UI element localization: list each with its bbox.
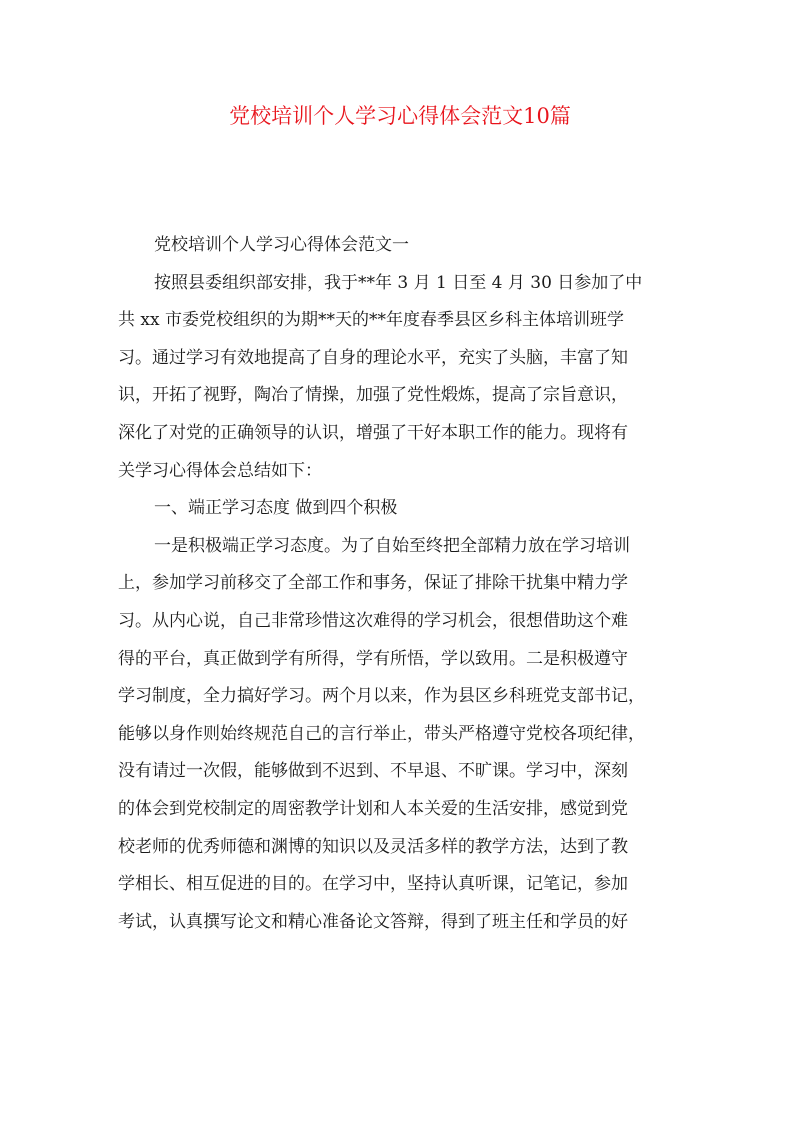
paragraph-line: 的体会到党校制定的周密教学计划和人本关爱的生活安排，感觉到党: [118, 798, 628, 819]
paragraph-line: 学相长、相互促进的目的。在学习中，坚持认真听课，记笔记，参加: [118, 874, 628, 895]
paragraph-line: 校老师的优秀师德和渊博的知识以及灵活多样的教学方法，达到了教: [118, 836, 628, 857]
paragraph-line: 能够以身作则始终规范自己的言行举止，带头严格遵守党校各项纪律，: [118, 723, 645, 744]
paragraph-line: 识，开拓了视野，陶冶了情操，加强了党性煅炼，提高了宗旨意识，: [118, 385, 628, 406]
paragraph-line: 没有请过一次假，能够做到不迟到、不早退、不旷课。学习中，深刻: [118, 761, 628, 782]
paragraph-line: 得的平台，真正做到学有所得，学有所悟，学以致用。二是积极遵守: [118, 648, 628, 669]
paragraph-line: 深化了对党的正确领导的认识，增强了干好本职工作的能力。现将有: [118, 422, 628, 443]
paragraph-first-line: 一、端正学习态度 做到四个积极: [154, 498, 398, 519]
paragraph-first-line: 按照县委组织部安排，我于**年 3 月 1 日至 4 月 30 日参加了中: [154, 272, 643, 293]
paragraph-first-line: 党校培训个人学习心得体会范文一: [154, 235, 409, 255]
paragraph-line: 学习制度，全力搞好学习。两个月以来，作为县区乡科班党支部书记，: [118, 686, 645, 707]
paragraph-first-line: 一是积极端正学习态度。为了自始至终把全部精力放在学习培训: [154, 535, 630, 556]
document-body: [118, 227, 688, 941]
paragraph-line: 关学习心得体会总结如下：: [118, 460, 322, 481]
document-title: 党校培训个人学习心得体会范文10篇: [229, 104, 571, 128]
paragraph-line: 习。从内心说，自己非常珍惜这次难得的学习机会，很想借助这个难: [118, 610, 628, 631]
paragraph-line: 考试，认真撰写论文和精心准备论文答辩，得到了班主任和学员的好: [118, 911, 628, 932]
paragraph-line: 习。通过学习有效地提高了自身的理论水平，充实了头脑，丰富了知: [118, 347, 628, 368]
paragraph-line: 上，参加学习前移交了全部工作和事务，保证了排除干扰集中精力学: [118, 573, 628, 594]
paragraph-line: 共 xx 市委党校组织的为期**天的**年度春季县区乡科主体培训班学: [118, 310, 624, 331]
